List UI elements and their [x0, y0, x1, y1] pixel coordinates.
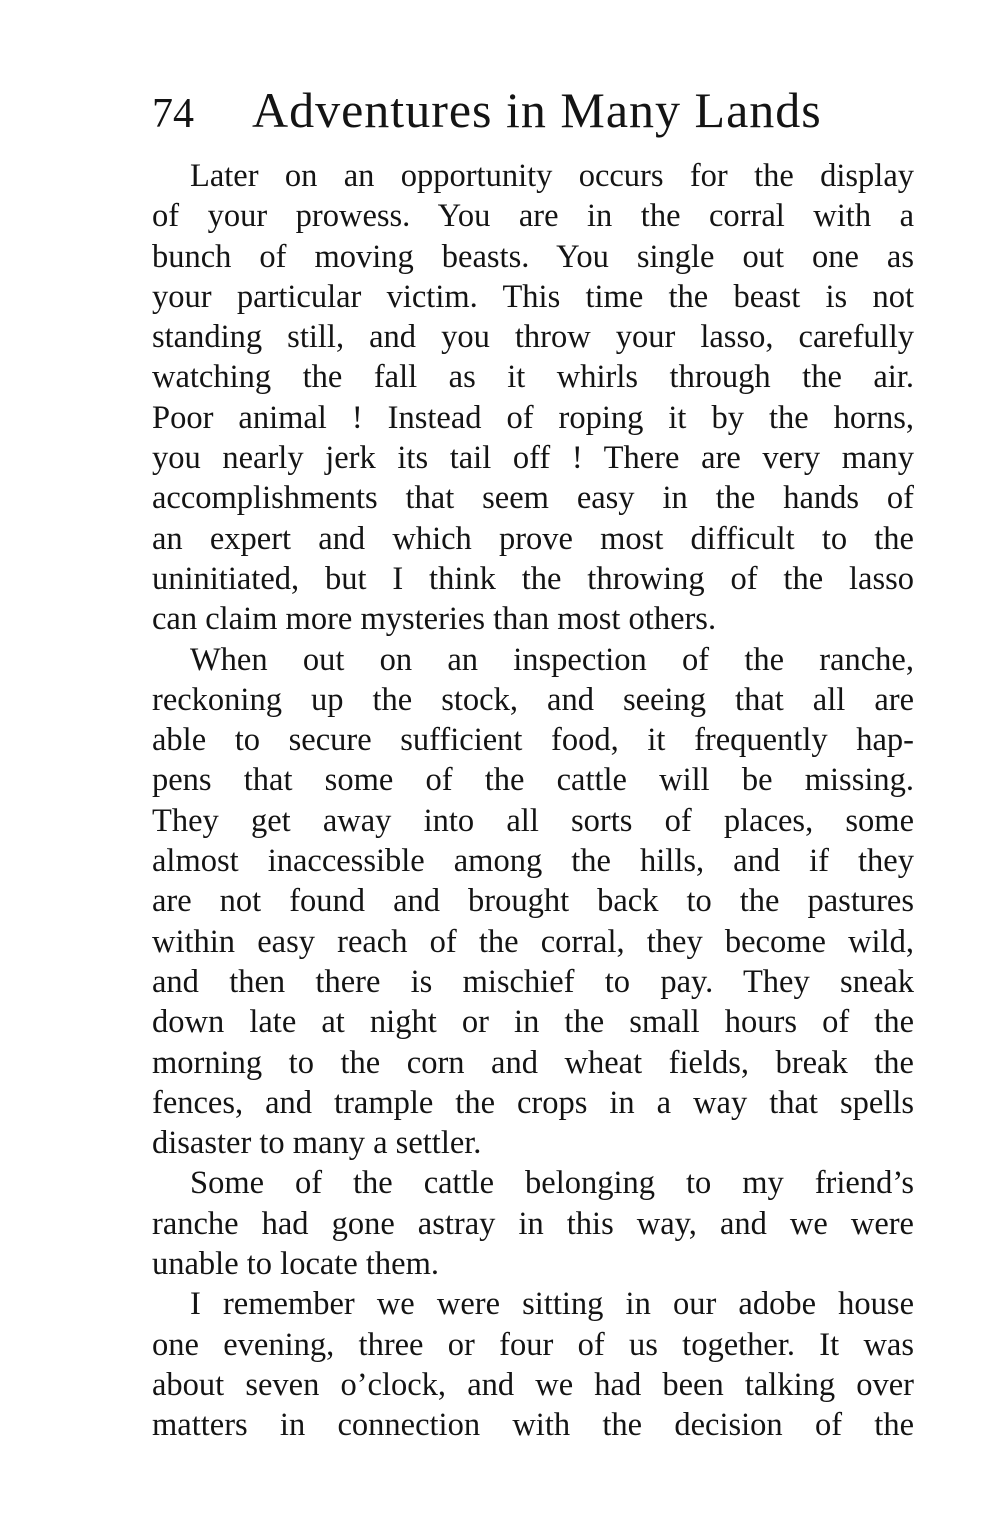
- text-line: accomplishments that seem easy in the hands of: [152, 480, 914, 517]
- paragraph: [152, 1163, 914, 1284]
- text-line: disaster to many a settler.: [152, 1125, 482, 1162]
- text-line: one evening, three or four of us together. It was: [152, 1326, 914, 1363]
- text-line: you nearly jerk its tail off ! There are very many: [152, 440, 914, 477]
- text-line: reckoning up the stock, and seeing that all are: [152, 681, 914, 718]
- text-line: Later on an opportunity occurs for the display: [190, 158, 914, 194]
- text-line: able to secure sufficient food, it frequently hap-: [152, 722, 914, 759]
- text-line: fences, and trample the crops in a way that spells: [152, 1084, 914, 1121]
- text-line: down late at night or in the small hours of the: [152, 1004, 914, 1041]
- text-line: bunch of moving beasts. You single out one as: [152, 238, 914, 275]
- text-line: When out on an inspection of the ranche,: [190, 641, 914, 678]
- text-line: and then there is mischief to pay. They sneak: [152, 963, 914, 1000]
- book-title: Adventures in Many Lands: [252, 82, 822, 138]
- body-text: [152, 156, 914, 1446]
- text-line: about seven o’clock, and we had been talking over: [152, 1366, 914, 1403]
- text-line: unable to locate them.: [152, 1246, 439, 1283]
- text-line: pens that some of the cattle will be missing.: [152, 762, 914, 799]
- text-line: I remember we were sitting in our adobe house: [190, 1286, 914, 1323]
- text-line: standing still, and you throw your lasso, carefully: [152, 319, 914, 356]
- text-line: can claim more mysteries than most others.: [152, 601, 717, 638]
- text-line: almost inaccessible among the hills, and if they: [152, 843, 914, 880]
- paragraph: [152, 640, 914, 1164]
- text-line: Some of the cattle belonging to my friend’s: [190, 1165, 914, 1202]
- text-line: matters in connection with the decision of the: [152, 1407, 914, 1444]
- text-line: of your prowess. You are in the corral with a: [152, 198, 914, 235]
- text-line: Poor animal ! Instead of roping it by the horns,: [152, 399, 914, 436]
- text-line: your particular victim. This time the beast is not: [152, 278, 914, 315]
- text-line: watching the fall as it whirls through the air.: [152, 359, 914, 396]
- text-line: an expert and which prove most difficult to the: [152, 520, 914, 557]
- text-line: ranche had gone astray in this way, and we were: [152, 1205, 914, 1242]
- paragraph: [152, 1284, 914, 1445]
- text-line: They get away into all sorts of places, some: [152, 802, 914, 839]
- text-line: uninitiated, but I think the throwing of the lasso: [152, 560, 914, 597]
- page-number: 74: [152, 91, 194, 137]
- text-line: within easy reach of the corral, they become wild,: [152, 923, 914, 960]
- running-head: [152, 80, 882, 140]
- text-line: morning to the corn and wheat fields, break the: [152, 1044, 914, 1081]
- paragraph: [152, 156, 914, 640]
- text-line: are not found and brought back to the pastures: [152, 883, 914, 920]
